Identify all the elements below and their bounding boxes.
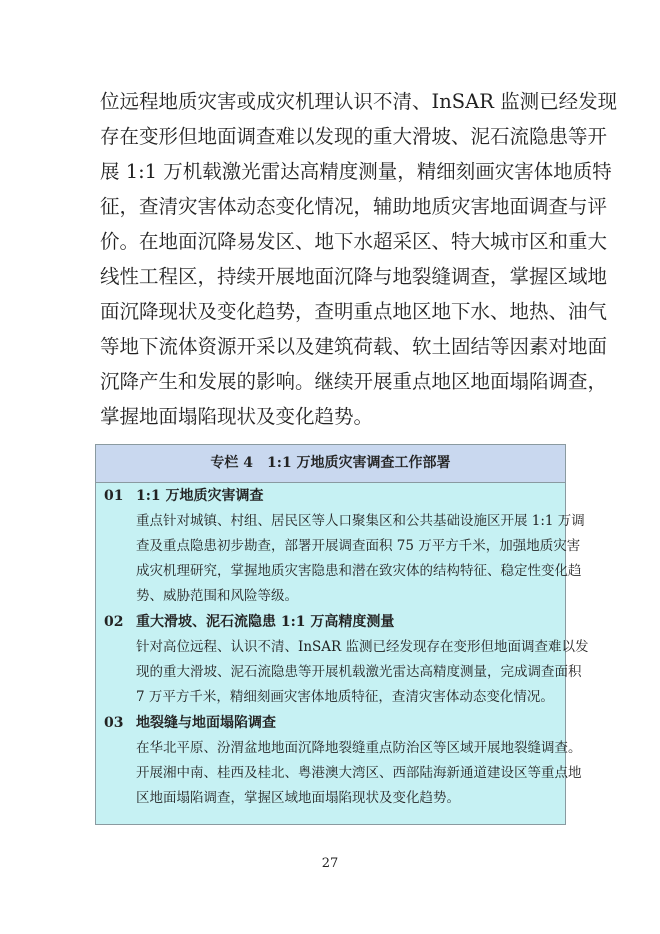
section-heading — [104, 609, 557, 635]
paragraph-line: 存在变形但地面调查难以发现的重大滑坡、泥石流隐患等开 — [100, 125, 608, 148]
section-number: 02 — [104, 614, 124, 630]
paragraph-line: 征，查清灾害体动态变化情况，辅助地质灾害地面调查与评 — [100, 195, 608, 218]
section-title: 1:1 万地质灾害调查 — [136, 488, 264, 504]
section-line: 重点针对城镇、村组、居民区等人口聚集区和公共基础设施区开展 1:1 万调 — [136, 513, 585, 529]
paragraph-line: 展 1:1 万机载激光雷达高精度测量，精细刻画灾害体地质特 — [100, 160, 612, 183]
section-heading — [104, 483, 557, 509]
section-line: 现的重大滑坡、泥石流隐患等开展机载激光雷达高精度测量，完成调查面积 — [136, 664, 582, 680]
box-section — [96, 609, 589, 710]
box-section — [96, 483, 585, 609]
paragraph-line: 掌握地面塌陷现状及变化趋势。 — [100, 405, 374, 428]
box-section — [96, 710, 582, 811]
page-number: 27 — [321, 856, 339, 871]
paragraph-line: 位远程地质灾害或成灾机理认识不清、InSAR 监测已经发现 — [100, 90, 618, 113]
paragraph-line: 沉降产生和发展的影响。继续开展重点地区地面塌陷调查， — [100, 370, 608, 393]
section-line: 在华北平原、汾渭盆地地面沉降地裂缝重点防治区等区域开展地裂缝调查。 — [136, 740, 582, 756]
section-line: 开展湘中南、桂西及桂北、粤港澳大湾区、西部陆海新通道建设区等重点地 — [136, 765, 582, 781]
section-number: 01 — [104, 488, 124, 504]
body-paragraph — [100, 84, 618, 434]
box-title: 专栏 4 1:1 万地质灾害调查工作部署 — [96, 445, 565, 483]
section-title: 地裂缝与地面塌陷调查 — [136, 715, 276, 731]
paragraph-line: 面沉降现状及变化趋势，查明重点地区地下水、地热、油气 — [100, 300, 608, 323]
section-line: 7 万平方千米，精细刻画灾害体地质特征，查清灾害体动态变化情况。 — [136, 689, 554, 705]
section-line: 成灾机理研究，掌握地质灾害隐患和潜在致灾体的结构特征、稳定性变化趋 — [136, 563, 582, 579]
paragraph-line: 等地下流体资源开采以及建筑荷载、软土固结等因素对地面 — [100, 335, 608, 358]
section-line: 势、威胁范围和风险等级。 — [136, 588, 298, 604]
section-title: 重大滑坡、泥石流隐患 1:1 万高精度测量 — [136, 614, 395, 630]
section-number: 03 — [104, 715, 124, 731]
paragraph-line: 线性工程区，持续开展地面沉降与地裂缝调查，掌握区域地 — [100, 265, 608, 288]
section-line: 针对高位远程、认识不清、InSAR 监测已经发现存在变形但地面调查难以发 — [136, 639, 589, 655]
paragraph-line: 价。在地面沉降易发区、地下水超采区、特大城市区和重大 — [100, 230, 608, 253]
sidebar-box — [95, 444, 589, 825]
section-line: 区地面塌陷调查，掌握区域地面塌陷现状及变化趋势。 — [136, 790, 460, 806]
section-heading — [104, 710, 557, 736]
section-line: 查及重点隐患初步勘查，部署开展调查面积 75 万平方千米，加强地质灾害 — [136, 538, 581, 554]
